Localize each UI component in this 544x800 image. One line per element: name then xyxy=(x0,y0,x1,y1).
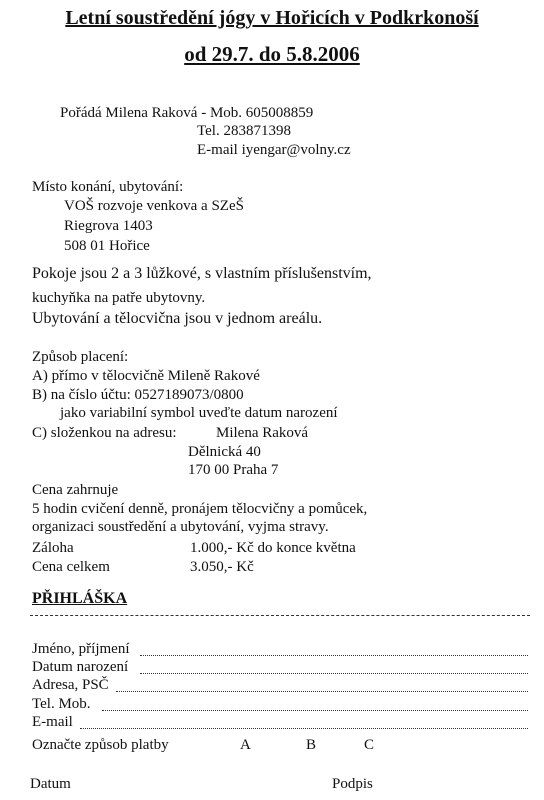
document-title: Letní soustředění jógy v Hořicích v Podkrkonoší xyxy=(65,7,479,29)
price-label: Cena zahrnuje xyxy=(32,482,119,498)
form-address-label: Adresa, PSČ xyxy=(32,677,109,693)
price-line-1: 5 hodin cvičení denně, pronájem tělocvičny a pomůcek, xyxy=(32,501,368,517)
venue-city: 508 01 Hořice xyxy=(64,238,150,254)
document-dates: od 29.7. do 5.8.2006 xyxy=(184,42,360,66)
form-signature-label: Podpis xyxy=(332,776,373,792)
form-tel-label: Tel. Mob. xyxy=(32,696,91,712)
form-name-label: Jméno, příjmení xyxy=(32,641,130,657)
form-birth-label: Datum narození xyxy=(32,659,129,675)
form-heading: PŘIHLÁŠKA xyxy=(32,590,128,607)
form-divider xyxy=(30,615,530,616)
total-label: Cena celkem xyxy=(32,559,110,575)
payment-c-city: 170 00 Praha 7 xyxy=(188,462,279,478)
payment-option-b-note: jako variabilní symbol uveďte datum narození xyxy=(60,405,338,421)
price-line-2: organizaci soustředění a ubytování, vyjma stravy. xyxy=(32,519,329,535)
organizer-email: E-mail iyengar@volny.cz xyxy=(197,142,351,158)
organizer-line: Pořádá Milena Raková - Mob. 605008859 xyxy=(60,105,314,121)
rooms-line-3: Ubytování a tělocvična jsou v jednom areálu. xyxy=(32,310,323,327)
form-address-field[interactable] xyxy=(116,691,528,692)
payment-option-c: C) složenkou na adresu: xyxy=(32,425,177,441)
rooms-line-2: kuchyňka na patře ubytovny. xyxy=(32,290,206,306)
form-name-field[interactable] xyxy=(140,655,528,656)
venue-label: Místo konání, ubytování: xyxy=(32,179,184,195)
form-option-c[interactable]: C xyxy=(364,737,375,753)
rooms-line-1: Pokoje jsou 2 a 3 lůžkové, s vlastním příslušenstvím, xyxy=(32,265,372,282)
payment-c-street: Dělnická 40 xyxy=(188,444,261,460)
payment-option-a: A) přímo v tělocvičně Mileně Rakové xyxy=(32,368,260,384)
form-tel-field[interactable] xyxy=(102,710,528,711)
deposit-value: 1.000,- Kč do konce května xyxy=(190,540,356,556)
form-email-label: E-mail xyxy=(32,714,73,730)
form-payment-label: Označte způsob platby xyxy=(32,737,169,753)
payment-label: Způsob placení: xyxy=(32,349,129,365)
form-option-a[interactable]: A xyxy=(240,737,251,753)
venue-name: VOŠ rozvoje venkova a SZeŠ xyxy=(64,198,244,214)
payment-option-b: B) na číslo účtu: 0527189073/0800 xyxy=(32,387,244,403)
payment-c-name: Milena Raková xyxy=(216,425,309,441)
form-date-label: Datum xyxy=(30,776,71,792)
form-birth-field[interactable] xyxy=(140,673,528,674)
organizer-tel: Tel. 283871398 xyxy=(197,123,291,139)
form-option-b[interactable]: B xyxy=(306,737,317,753)
venue-street: Riegrova 1403 xyxy=(64,218,153,234)
deposit-label: Záloha xyxy=(32,540,74,556)
form-email-field[interactable] xyxy=(80,728,528,729)
total-value: 3.050,- Kč xyxy=(190,559,254,575)
